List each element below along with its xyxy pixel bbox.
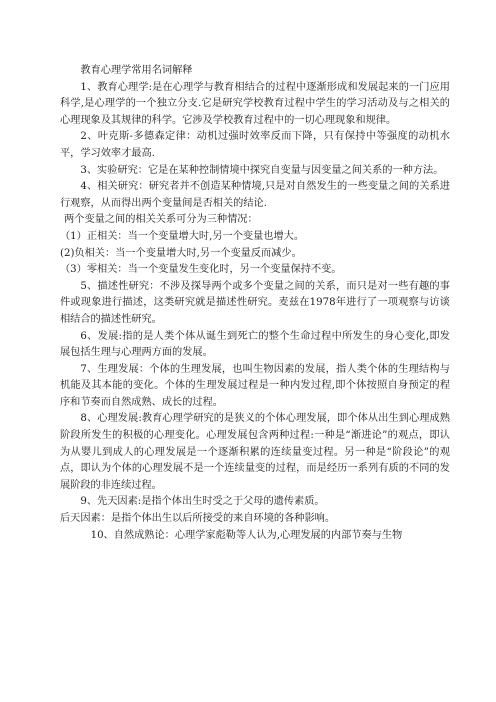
paragraph-correlational-research: 4、相关研究：研究者并不创造某种情境,只是对自然发生的一些变量之间的关系进行观察，从而得出两个变量间是否相关的结论. [60, 181, 450, 209]
paragraph-innate-factors: 9、先天因素:是指个体出生时受之于父母的遗传素质。 [80, 496, 325, 508]
list-item-negative-correlation: (2)负相关：当一个变量增大时,另一个变量反而减少。 [60, 247, 302, 259]
paragraph-physiological-development: 7、生理发展：个体的生理发展，也叫生物因素的发展，指人类个体的生理结构与机能及其本能的变化。个体的生理发展过程是一种内发过程,即个体按照自身预定的程序和节奏而自然成熟、成长的过程。 [60, 363, 450, 408]
paragraph-development: 6、发展:指的是人类个体从诞生到死亡的整个生命过程中所发生的身心变化,即发展包括生理与心理两方面的发展。 [60, 330, 450, 359]
paragraph-natural-maturation-theory: 10、自然成熟论：心理学家彪勒等人认为,心理发展的内部节奏与生物 [90, 529, 403, 541]
document-title: 教育心理学常用名词解释 [80, 65, 193, 76]
paragraph-experimental-research: 3、实验研究：它是在某种控制情境中探究自变量与因变量之间关系的一种方法。 [80, 164, 444, 176]
paragraph-correlation-types-intro: 两个变量之间的相关关系可分为三种情况： [64, 214, 258, 226]
list-item-zero-correlation: （3）零相关：当一个变量发生变化时，另一个变量保持不变。 [60, 264, 342, 276]
list-item-positive-correlation: （1）正相关：当一个变量增大时,另一个变量也增大。 [60, 230, 305, 242]
paragraph-yerkes-dodson-law: 2、叶克斯-多德森定律：动机过强时效率反而下降，只有保持中等强度的动机水平，学习效率才最高. [60, 131, 450, 159]
paragraph-descriptive-research: 5、描述性研究：不涉及探导两个或多个变量之间的关系，而只是对一些有趣的事件或现象进行描述，这类研究就是描述性研究。麦兹在1978年进行了一项观察与访谈相结合的描述性研究。 [60, 280, 450, 325]
paragraph-psychological-development: 8、心理发展:教育心理学研究的是狭义的个体心理发展，即个体从出生到心理成熟阶段所发生的积极的心理变化。心理发展包含两种过程:一种是“渐进论”的观点，即认为从婴儿到成人的心理发展是一个逐渐积累的连续量变过程。另一种是“阶段论”的观点，即认为个体的心理发展不是一个连续量变的过程，而是经历一系列有质的不同的发展阶段的非连续过程。 [60, 413, 450, 491]
paragraph-definition-educational-psychology: 1、教育心理学:是在心理学与教育相结合的过程中逐渐形成和发展起来的一门应用科学,是心理学的一个独立分支.它是研究学校教育过程中学生的学习活动及与之相关的心理现象及其规律的科学。它涉及学校教育过程中的一切心理现象和规律。 [60, 81, 450, 126]
paragraph-acquired-factors: 后天因素：是指个体出生以后所接受的来自环境的各种影响。 [60, 513, 336, 525]
document-page [60, 63, 450, 544]
